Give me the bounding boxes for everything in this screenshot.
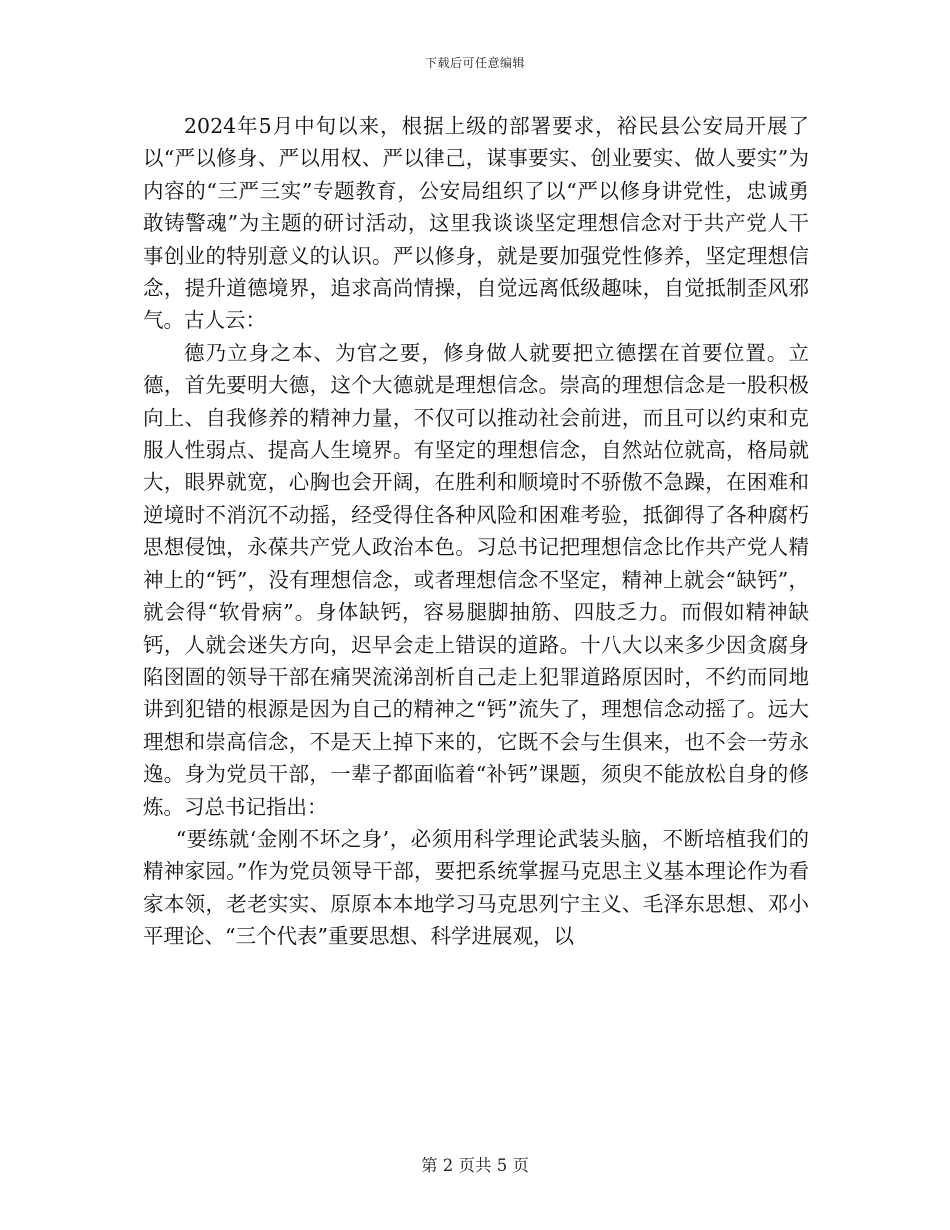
document-body bbox=[143, 110, 809, 953]
page-footer: 第 2 页共 5 页 bbox=[421, 1156, 529, 1175]
paragraph-3: “要练就‘金刚不坏之身’，必须用科学理论武装头脑，不断培植我们的精神家园。”作为党员领导干部，要把系统掌握马克思主义基本理论作为看家本领，老老实实、原原本本地学习马克思列宁主义、毛泽东思想、邓小平理论、“三个代表”重要思想、科学进展观，以 bbox=[143, 826, 809, 949]
paragraph-1: 2024年5月中旬以来，根据上级的部署要求，裕民县公安局开展了以“严以修身、严以用权、严以律己，谋事要实、创业要实、做人要实”为内容的“三严三实”专题教育，公安局组织了以“严以修身讲党性，忠诚勇敢铸警魂”为主题的研讨活动，这里我谈谈坚定理想信念对于共产党人干事创业的特别意义的认识。严以修身，就是要加强党性修养，坚定理想信念，提升道德境界，追求高尚情操，自觉远离低级趣味，自觉抵制歪风邪气。古人云： bbox=[143, 114, 809, 333]
page-header: 下载后可任意编辑 bbox=[424, 56, 525, 70]
paragraph-2: 德乃立身之本、为官之要，修身做人就要把立德摆在首要位置。立德，首先要明大德，这个大德就是理想信念。崇高的理想信念是一股积极向上、自我修养的精神力量，不仅可以推动社会前进，而且可以约束和克服人性弱点、提高人生境界。有坚定的理想信念，自然站位就高，格局就大，眼界就宽，心胸也会开阔，在胜利和顺境时不骄傲不急躁，在困难和逆境时不消沉不动摇，经受得住各种风险和困难考验，抵御得了各种腐朽思想侵蚀，永葆共产党人政治本色。习总书记把理想信念比作共产党人精神上的“钙”，没有理想信念，或者理想信念不坚定，精神上就会“缺钙”，就会得“软骨病”。身体缺钙，容易腿脚抽筋、四肢乏力。而假如精神缺钙，人就会迷失方向，迟早会走上错误的道路。十八大以来多少因贪腐身陷囹圄的领导干部在痛哭流涕剖析自己走上犯罪道路原因时，不约而同地讲到犯错的根源是因为自己的精神之“钙”流失了，理想信念动摇了。远大理想和崇高信念，不是天上掉下来的，它既不会与生俱来，也不会一劳永逸。身为党员干部，一辈子都面临着“补钙”课题，须臾不能放松自身的修炼。习总书记指出： bbox=[143, 340, 809, 819]
